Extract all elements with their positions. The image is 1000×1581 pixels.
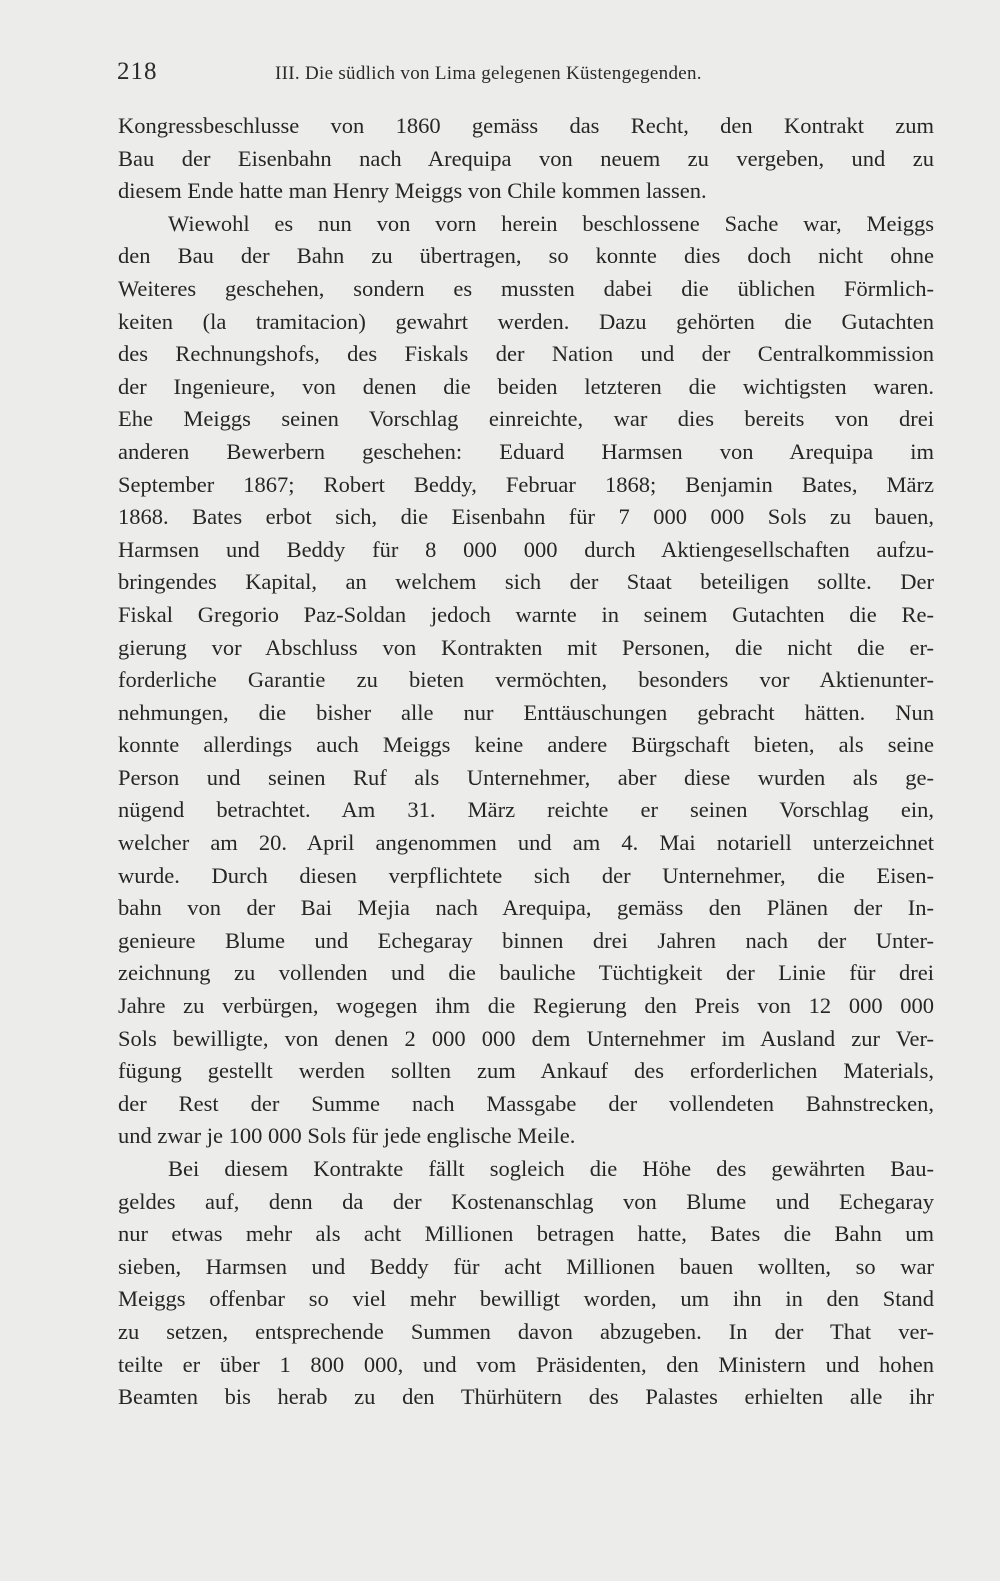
text-line: Jahre zu verbürgen, wogegen ihm die Regierung den Preis von 12 000 000 xyxy=(118,993,934,1019)
text-line: Person und seinen Ruf als Unternehmer, aber diese wurden als ge- xyxy=(118,764,934,790)
text-line: bahn von der Bai Mejia nach Arequipa, gemäss den Plänen der In- xyxy=(118,895,934,921)
page-header xyxy=(117,58,935,92)
text-line: zeichnung zu vollenden und die bauliche Tüchtigkeit der Linie für drei xyxy=(118,960,934,986)
text-line: Meiggs offenbar so viel mehr bewilligt worden, um ihn in den Stand xyxy=(118,1286,934,1312)
text-line: Harmsen und Beddy für 8 000 000 durch Aktiengesellschaften aufzu- xyxy=(118,536,934,562)
text-line: forderliche Garantie zu bieten vermöchten, besonders vor Aktienunter- xyxy=(118,667,934,693)
text-line: Beamten bis herab zu den Thürhütern des Palastes erhielten alle ihr xyxy=(118,1384,934,1410)
text-line: nügend betrachtet. Am 31. März reichte er seinen Vorschlag ein, xyxy=(118,797,934,823)
text-line: sieben, Harmsen und Beddy für acht Millionen bauen wollten, so war xyxy=(118,1253,934,1279)
text-line: der Rest der Summe nach Massgabe der vollendeten Bahnstrecken, xyxy=(118,1090,934,1116)
text-line: gierung vor Abschluss von Kontrakten mit Personen, die nicht die er- xyxy=(118,634,934,660)
text-line: der Ingenieure, von denen die beiden letzteren die wichtigsten waren. xyxy=(118,373,934,399)
text-line: nehmungen, die bisher alle nur Enttäuschungen gebracht hätten. Nun xyxy=(118,699,934,725)
text-line: zu setzen, entsprechende Summen davon abzugeben. In der That ver- xyxy=(118,1318,934,1344)
text-line: Weiteres geschehen, sondern es mussten dabei die üblichen Förmlich- xyxy=(118,275,934,301)
text-line: den Bau der Bahn zu übertragen, so konnte dies doch nicht ohne xyxy=(118,243,934,269)
text-line: anderen Bewerbern geschehen: Eduard Harmsen von Arequipa im xyxy=(118,438,934,464)
text-line: fügung gestellt werden sollten zum Ankauf des erforderlichen Materials, xyxy=(118,1058,934,1084)
text-line: genieure Blume und Echegaray binnen drei Jahren nach der Unter- xyxy=(118,927,934,953)
text-line: geldes auf, denn da der Kostenanschlag von Blume und Echegaray xyxy=(118,1188,934,1214)
text-line: Ehe Meiggs seinen Vorschlag einreichte, war dies bereits von drei xyxy=(118,406,934,432)
page-number: 218 xyxy=(117,58,158,85)
text-line: nur etwas mehr als acht Millionen betragen hatte, Bates die Bahn um xyxy=(118,1221,934,1247)
text-line: des Rechnungshofs, des Fiskals der Nation und der Centralkommission xyxy=(118,341,934,367)
text-line: teilte er über 1 800 000, und vom Präsidenten, den Ministern und hohen xyxy=(118,1351,934,1377)
text-line: Bei diesem Kontrakte fällt sogleich die Höhe des gewährten Bau- xyxy=(168,1156,934,1181)
text-line: Bau der Eisenbahn nach Arequipa von neuem zu vergeben, und zu xyxy=(118,145,934,171)
text-line: September 1867; Robert Beddy, Februar 1868; Benjamin Bates, März xyxy=(118,471,934,497)
text-line: konnte allerdings auch Meiggs keine andere Bürgschaft bieten, als seine xyxy=(118,732,934,758)
text-line: bringendes Kapital, an welchem sich der Staat beteiligen sollte. Der xyxy=(118,569,934,595)
text-line: und zwar je 100 000 Sols für jede englische Meile. xyxy=(118,1123,576,1149)
text-line: wurde. Durch diesen verpflichtete sich der Unternehmer, die Eisen- xyxy=(118,862,934,888)
text-line: Sols bewilligte, von denen 2 000 000 dem Unternehmer im Ausland zur Ver- xyxy=(118,1025,934,1051)
running-head: III. Die südlich von Lima gelegenen Küstengegenden. xyxy=(275,63,702,84)
text-line: welcher am 20. April angenommen und am 4. Mai notariell unterzeichnet xyxy=(118,830,934,856)
text-line: Wiewohl es nun von vorn herein beschlossene Sache war, Meiggs xyxy=(168,210,934,236)
text-line: 1868. Bates erbot sich, die Eisenbahn für 7 000 000 Sols zu bauen, xyxy=(118,504,934,530)
text-line: Kongressbeschlusse von 1860 gemäss das Recht, den Kontrakt zum xyxy=(118,113,934,138)
body-text xyxy=(118,110,934,1414)
text-line: Fiskal Gregorio Paz-Soldan jedoch warnte in seinem Gutachten die Re- xyxy=(118,601,934,627)
text-line: keiten (la tramitacion) gewahrt werden. Dazu gehörten die Gutachten xyxy=(118,308,934,334)
text-line: diesem Ende hatte man Henry Meiggs von Chile kommen lassen. xyxy=(118,178,707,204)
